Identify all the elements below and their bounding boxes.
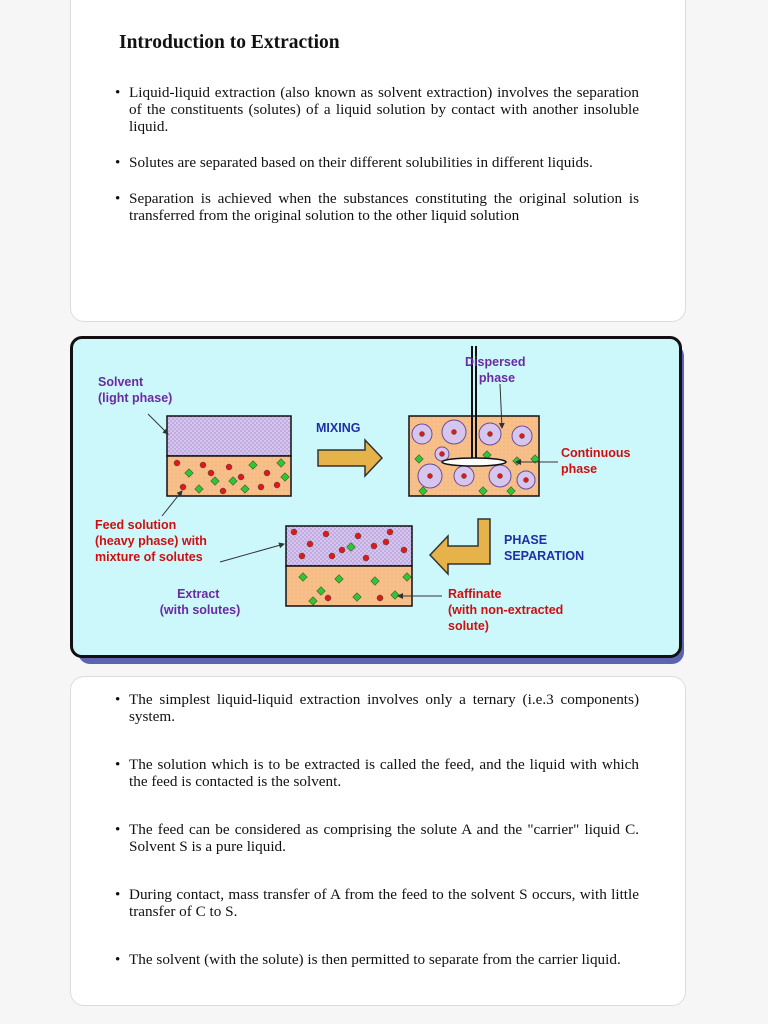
phase-separation-arrow [430,519,490,574]
dispersed-phase-label: Dispersed phase [465,355,526,385]
solute-particle [377,595,383,601]
stirrer-blade [442,458,506,466]
solute-particle [291,529,297,535]
solute-particle [238,474,244,480]
solute-particle [383,539,389,545]
solute-particle [329,553,335,559]
intro-card [70,0,686,322]
mixing-arrow [318,440,382,476]
diagram-svg [70,336,682,658]
solute-particle [258,484,264,490]
raffinate-label: Raffinate (with non-extracted solute) [448,587,564,633]
solute-particle [355,533,361,539]
solute-particle [220,488,226,494]
details-card [70,676,686,1006]
intro-bullet: • Separation is achieved when the substances constituting the original solution is transferred from the original solution to the other liquid solution [115,190,639,224]
solute-particle [226,464,232,470]
solute-particle [520,434,525,439]
details-bullet: • The simplest liquid-liquid extraction involves only a ternary (i.e.3 components) system. [115,691,639,725]
solute-particle [420,432,425,437]
solute-particle [307,541,313,547]
solute-particle [428,474,433,479]
solute-particle [488,432,493,437]
intro-bullet: • Liquid-liquid extraction (also known as solvent extraction) involves the separation of the constituents (solutes) of a liquid solution by contact with another insoluble liquid. [115,84,639,135]
details-bullet: • The feed can be considered as comprising the solute A and the "carrier" liquid C. Solvent S is a pure liquid. [115,821,639,855]
intro-bullet-list [115,84,639,243]
solute-particle [498,474,503,479]
solute-particle [174,460,180,466]
details-bullet-list [115,691,639,999]
separated-vessel [286,526,412,606]
extract-label: Extract (with solutes) [159,587,241,617]
solute-particle [323,531,329,537]
solute-particle [264,470,270,476]
solvent-label: Solvent (light phase) [98,375,173,405]
solute-particle [452,430,457,435]
solute-particle [371,543,377,549]
phase-separation-label: PHASE SEPARATION [504,533,585,563]
solute-particle [462,474,467,479]
solute-particle [401,547,407,553]
intro-bullet: • Solutes are separated based on their different solubilities in different liquids. [115,154,639,171]
solute-particle [524,478,529,483]
solute-particle [200,462,206,468]
solute-particle [299,553,305,559]
solute-particle [363,555,369,561]
solute-particle [339,547,345,553]
solute-particle [180,484,186,490]
initial-vessel [167,416,291,496]
raffinate-layer [286,566,412,606]
solute-particle [274,482,280,488]
page-title: Introduction to Extraction [119,32,340,53]
feed-solution-label: Feed solution (heavy phase) with mixture of solutes [95,518,207,564]
mixing-label: MIXING [316,421,361,435]
continuous-phase-label: Continuous phase [561,446,631,476]
solute-particle [208,470,214,476]
details-bullet: • The solution which is to be extracted is called the feed, and the liquid with which the feed is contacted is the solvent. [115,756,639,790]
solvent-layer [167,416,291,456]
feed-layer [167,456,291,496]
extraction-diagram [70,336,688,666]
details-bullet: • The solvent (with the solute) is then permitted to separate from the carrier liquid. [115,951,639,968]
details-bullet: • During contact, mass transfer of A from the feed to the solvent S occurs, with little transfer of C to S. [115,886,639,920]
solute-particle [325,595,331,601]
solute-particle [440,452,445,457]
solute-particle [387,529,393,535]
